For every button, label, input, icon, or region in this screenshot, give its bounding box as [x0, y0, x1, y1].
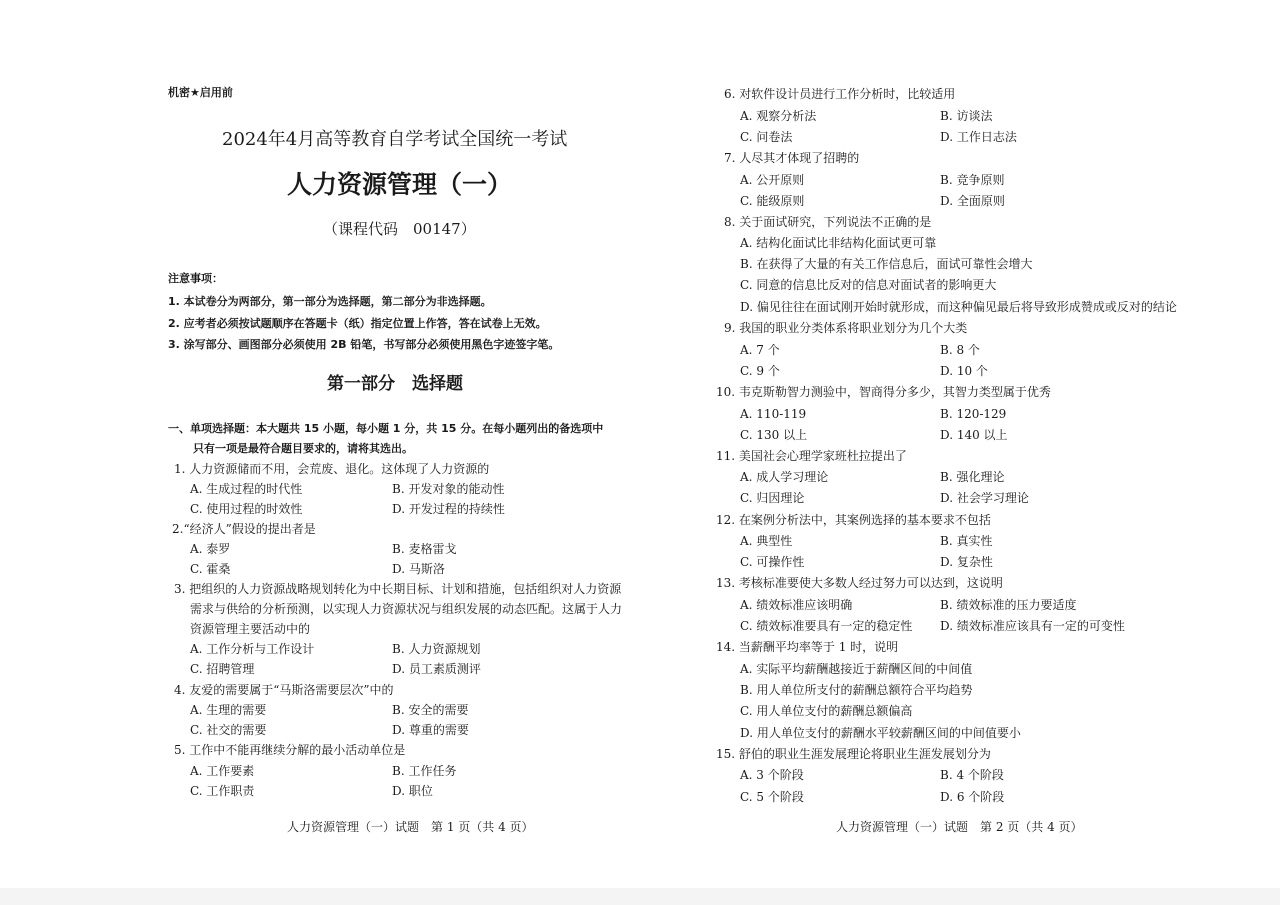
- option-a: A. 观察分析法: [740, 109, 817, 123]
- option-b: B. 人力资源规划: [392, 642, 481, 656]
- note-item: 2. 应考者必须按试题顺序在答题卡（纸）指定位置上作答，答在试卷上无效。: [168, 317, 547, 330]
- option-a: A. 结构化面试比非结构化面试更可靠: [740, 236, 937, 250]
- option-d: D. 开发过程的持续性: [392, 502, 505, 516]
- option-d: D. 偏见往往在面试刚开始时就形成，而这种偏见最后将导致形成赞成或反对的结论: [740, 300, 1177, 314]
- option-c: C. 霍桑: [190, 562, 231, 576]
- option-b: B. 8 个: [940, 343, 980, 357]
- question-stem: 3. 把组织的人力资源战略规划转化为中长期目标、计划和措施，包括组织对人力资源: [174, 582, 622, 596]
- question-stem: 1. 人力资源储而不用，会荒废、退化。这体现了人力资源的: [174, 462, 490, 476]
- option-b: B. 竞争原则: [940, 173, 1005, 187]
- option-d: D. 职位: [392, 784, 433, 798]
- option-b: B. 用人单位所支付的薪酬总额符合平均趋势: [740, 683, 973, 697]
- question-stem: 2.“经济人”假设的提出者是: [172, 522, 316, 536]
- option-c: C. 工作职责: [190, 784, 255, 798]
- option-a: A. 7 个: [740, 343, 780, 357]
- option-a: A. 公开原则: [740, 173, 805, 187]
- question-stem: 9. 我国的职业分类体系将职业划分为几个大类: [724, 321, 968, 335]
- option-b: B. 访谈法: [940, 109, 993, 123]
- option-d: D. 社会学习理论: [940, 491, 1029, 505]
- option-a: A. 110-119: [740, 407, 807, 421]
- section-instruction: 一、单项选择题：本大题共 15 小题，每小题 1 分，共 15 分。在每小题列出的备选项中: [168, 422, 604, 435]
- notes-title: 注意事项：: [168, 272, 223, 285]
- option-d: D. 工作日志法: [940, 130, 1017, 144]
- note-item: 3. 涂写部分、画图部分必须使用 2B 铅笔，书写部分必须使用黑色字迹签字笔。: [168, 338, 560, 351]
- course-code: （课程代码 00147）: [323, 220, 476, 238]
- option-c: C. 使用过程的时效性: [190, 502, 303, 516]
- option-d: D. 10 个: [940, 364, 988, 378]
- option-b: B. 4 个阶段: [940, 768, 1004, 782]
- question-stem: 14. 当薪酬平均率等于 1 时，说明: [716, 640, 899, 654]
- question-stem-cont: 资源管理主要活动中的: [190, 622, 311, 636]
- option-a: A. 工作分析与工作设计: [190, 642, 315, 656]
- question-stem: 13. 考核标准要使大多数人经过努力可以达到，这说明: [716, 576, 1003, 590]
- option-b: B. 在获得了大量的有关工作信息后，面试可靠性会增大: [740, 257, 1033, 271]
- option-c: C. 绩效标准要具有一定的稳定性: [740, 619, 913, 633]
- option-b: B. 开发对象的能动性: [392, 482, 505, 496]
- option-b: B. 工作任务: [392, 764, 457, 778]
- option-c: C. 问卷法: [740, 130, 793, 144]
- option-b: B. 绩效标准的压力要适度: [940, 598, 1077, 612]
- scan-bottom-edge: [0, 888, 1280, 905]
- exam-title: 2024年4月高等教育自学考试全国统一考试: [222, 129, 568, 150]
- option-c: C. 5 个阶段: [740, 790, 804, 804]
- option-a: A. 生成过程的时代性: [190, 482, 303, 496]
- option-c: C. 可操作性: [740, 555, 805, 569]
- option-d: D. 140 以上: [940, 428, 1008, 442]
- subject-title: 人力资源管理（一）: [287, 170, 513, 199]
- option-a: A. 实际平均薪酬越接近于薪酬区间的中间值: [740, 662, 973, 676]
- option-b: B. 安全的需要: [392, 703, 469, 717]
- option-b: B. 强化理论: [940, 470, 1005, 484]
- option-b: B. 麦格雷戈: [392, 542, 457, 556]
- option-d: D. 员工素质测评: [392, 662, 481, 676]
- option-c: C. 社交的需要: [190, 723, 267, 737]
- question-stem: 15. 舒伯的职业生涯发展理论将职业生涯发展划分为: [716, 747, 991, 761]
- question-stem: 12. 在案例分析法中，其案例选择的基本要求不包括: [716, 513, 991, 527]
- option-d: D. 用人单位支付的薪酬水平较薪酬区间的中间值要小: [740, 726, 1021, 740]
- note-item: 1. 本试卷分为两部分，第一部分为选择题，第二部分为非选择题。: [168, 295, 492, 308]
- option-d: D. 马斯洛: [392, 562, 445, 576]
- option-a: A. 3 个阶段: [740, 768, 804, 782]
- option-c: C. 能级原则: [740, 194, 805, 208]
- option-c: C. 用人单位支付的薪酬总额偏高: [740, 704, 913, 718]
- question-stem: 5. 工作中不能再继续分解的最小活动单位是: [174, 743, 406, 757]
- option-a: A. 工作要素: [190, 764, 255, 778]
- option-c: C. 同意的信息比反对的信息对面试者的影响更大: [740, 278, 997, 292]
- option-d: D. 全面原则: [940, 194, 1005, 208]
- option-a: A. 绩效标准应该明确: [740, 598, 853, 612]
- page-footer: 人力资源管理（一）试题 第 1 页（共 4 页）: [287, 820, 534, 834]
- question-stem: 11. 美国社会心理学家班杜拉提出了: [716, 449, 907, 463]
- question-stem: 6. 对软件设计员进行工作分析时，比较适用: [724, 87, 956, 101]
- page-footer: 人力资源管理（一）试题 第 2 页（共 4 页）: [836, 820, 1083, 834]
- option-c: C. 招聘管理: [190, 662, 255, 676]
- option-a: A. 生理的需要: [190, 703, 267, 717]
- option-a: A. 泰罗: [190, 542, 231, 556]
- question-stem: 4. 友爱的需要属于“马斯洛需要层次”中的: [174, 683, 394, 697]
- option-a: A. 典型性: [740, 534, 793, 548]
- question-stem: 10. 韦克斯勒智力测验中，智商得分多少，其智力类型属于优秀: [716, 385, 1051, 399]
- confidential-label: 机密★启用前: [168, 86, 233, 99]
- question-stem: 7. 人尽其才体现了招聘的: [724, 151, 860, 165]
- option-c: C. 9 个: [740, 364, 780, 378]
- question-stem-cont: 需求与供给的分析预测，以实现人力资源状况与组织发展的动态匹配。这属于人力: [190, 602, 623, 616]
- option-b: B. 120-129: [940, 407, 1007, 421]
- option-d: D. 绩效标准应该具有一定的可变性: [940, 619, 1125, 633]
- option-d: D. 尊重的需要: [392, 723, 469, 737]
- option-a: A. 成人学习理论: [740, 470, 829, 484]
- option-d: D. 复杂性: [940, 555, 993, 569]
- question-stem: 8. 关于面试研究，下列说法不正确的是: [724, 215, 932, 229]
- section-instruction-cont: 只有一项是最符合题目要求的，请将其选出。: [193, 442, 413, 455]
- option-c: C. 130 以上: [740, 428, 808, 442]
- part-title: 第一部分 选择题: [327, 374, 463, 394]
- option-d: D. 6 个阶段: [940, 790, 1005, 804]
- option-c: C. 归因理论: [740, 491, 805, 505]
- option-b: B. 真实性: [940, 534, 993, 548]
